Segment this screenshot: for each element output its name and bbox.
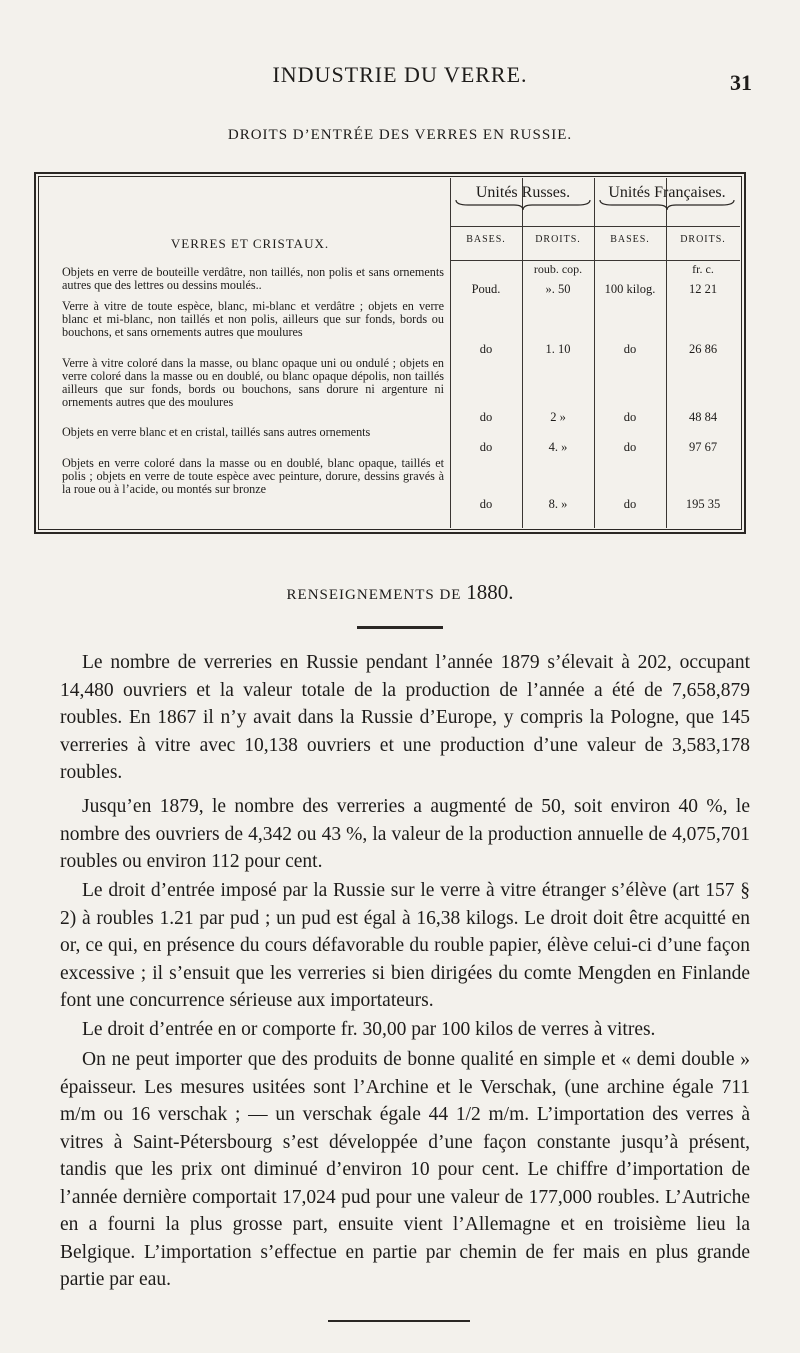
row-description: Objets en verre de bouteille verdâtre, non taillés, non polis et sans ornements autres que des lettres ou dessins moulés.. (62, 265, 444, 292)
section-rule (357, 626, 443, 629)
row-ru-base: do (479, 440, 493, 454)
col-head-ru-droits: DROITS. (535, 234, 581, 245)
row-fr-droit: 26 86 (688, 342, 718, 356)
paragraph: Jusqu’en 1879, le nombre des verreries a augmenté de 50, soit environ 40 %, le nombre des ouvriers de 4,342 ou 43 %, la valeur de la production annuelle de 4,075,701 roubles ou environ 112 pour cent. (60, 796, 750, 872)
table-section-heading: VERRES ET CRISTAUX. (170, 236, 330, 251)
row-description: Verre à vitre coloré dans la masse, ou blanc opaque uni ou ondulé ; objets en verre coloré dans la masse ou en doublé, ou blanc opaque dépolis, non taillés ailleurs que sur fonds, bords ou bouchons, sans dorure ni argenture ni ornements autres que des moulures (62, 356, 444, 409)
row-fr-droit: 97 67 (688, 440, 718, 454)
paragraph: Le nombre de verreries en Russie pendant l’année 1879 s’élevait à 202, occupant 14,480 ouvriers et la valeur totale de la production de l’année a été de 7,658,879 roubles. En 1867 il n’y avait dans la Russie d’Europe, y compris la Pologne, que 145 verreries à vitre avec 10,138 ouvriers et une production d’une valeur de 3,583,178 roubles. (60, 652, 750, 783)
row-fr-droit: 195 35 (685, 497, 721, 511)
unit-roubles: roub. cop. (533, 262, 583, 276)
row-ru-droit: ». 50 (545, 282, 571, 296)
row-ru-base: Poud. (471, 282, 501, 296)
header-divider (450, 260, 740, 261)
row-fr-base: 100 kilog. (604, 282, 656, 296)
unit-francs: fr. c. (692, 262, 714, 276)
brace-french-icon (598, 198, 736, 212)
row-fr-base: do (623, 440, 637, 454)
col-head-fr-droits: DROITS. (680, 234, 726, 245)
row-fr-base: do (623, 497, 637, 511)
paragraph: Le droit d’entrée en or comporte fr. 30,00 par 100 kilos de verres à vitres. (82, 1019, 656, 1040)
row-ru-droit: 4. » (548, 440, 568, 454)
row-fr-base: do (623, 410, 637, 424)
section-year: 1880. (466, 580, 514, 604)
paragraph: Le droit d’entrée imposé par la Russie sur le verre à vitre étranger s’élève (art 157 § 2) à roubles 1.21 par pud ; un pud est égal à 16,38 kilogs. Le droit doit être acquitté en or, ce qui, en présence du cours défavorable du rouble papier, élève celui-ci d’une façon excessive ; il s’ensuit que les verreries si bien dirigées du comte Mengden en Finlande font une concurrence sérieuse aux importateurs. (60, 880, 750, 1011)
row-fr-base: do (623, 342, 637, 356)
table-title: DROITS D’ENTRÉE DES VERRES EN RUSSIE. (227, 127, 573, 143)
row-description: Verre à vitre de toute espèce, blanc, mi-blanc et verdâtre ; objets en verre blanc et mi-blanc, non taillés et non polis, ailleurs que sur fonds, bords ou bouchons, et sans ornements autres que moulures (62, 299, 444, 339)
row-description: Objets en verre blanc et en cristal, taillés sans autres ornements (62, 425, 371, 439)
row-description: Objets en verre coloré dans la masse ou en doublé, blanc opaque, taillés et polis ; objets en verre de toute espèce avec peinture, dorure, dessins gravés à la roue ou à l’acide, ou montés sur bronze (62, 456, 444, 496)
col-head-fr-bases: BASES. (610, 234, 650, 245)
row-fr-droit: 48 84 (688, 410, 718, 424)
header-divider (450, 226, 740, 227)
row-ru-droit: 2 » (550, 410, 566, 424)
end-rule (328, 1320, 470, 1322)
section-title (0, 580, 800, 605)
section-title-text: RENSEIGNEMENTS DE (286, 587, 462, 603)
group-french-units: Unités Françaises. (608, 184, 726, 201)
col-head-ru-bases: BASES. (466, 234, 506, 245)
paragraph: On ne peut importer que des produits de bonne qualité en simple et « demi double » épaisseur. Les mesures usitées sont l’Archine et le Verschak, (une archine égale 711 m/m ou 16 verschak ; — un verschak égale 44 1/2 m/m. L’importation des verres à vitres à Saint-Pétersbourg s’est développée d’une façon constante jusqu’à présent, tandis que les prix ont diminué d’environ 10 pour cent. Le chiffre d’importation de l’année dernière comportait 17,024 pud pour une valeur de 177,000 roubles. L’Autriche en a fourni la plus grosse part, ensuite vient l’Allemagne et en troisième lieu la Belgique. L’importation s’effectue en partie par chemin de fer mais en plus grande partie par eau. (60, 1049, 750, 1290)
row-ru-droit: 1. 10 (545, 342, 571, 356)
group-russian-units: Unités Russes. (475, 184, 571, 201)
row-ru-base: do (479, 410, 493, 424)
row-fr-droit: 12 21 (688, 282, 718, 296)
row-ru-base: do (479, 342, 493, 356)
running-title: INDUSTRIE DU VERRE. (272, 62, 528, 87)
row-ru-base: do (479, 497, 493, 511)
page-number: 31 (730, 70, 752, 95)
row-ru-droit: 8. » (548, 497, 568, 511)
brace-russian-icon (454, 198, 592, 212)
